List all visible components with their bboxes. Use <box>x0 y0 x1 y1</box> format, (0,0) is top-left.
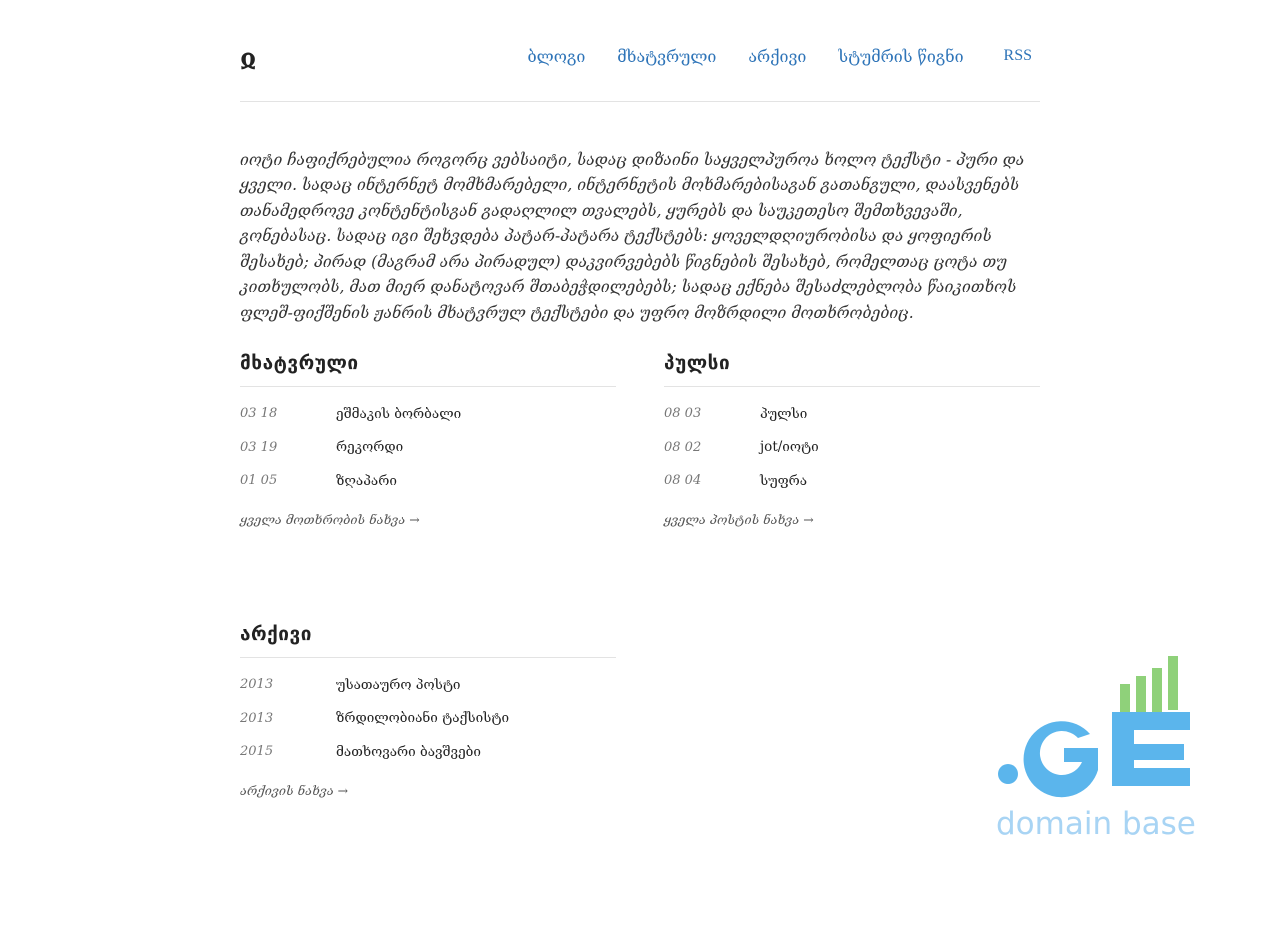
item-link[interactable]: უსათაურო პოსტი <box>336 676 461 693</box>
site-header <box>240 0 1040 102</box>
all-stories-link[interactable]: ყველა მოთხრობის ნახვა → <box>240 511 420 527</box>
item-date: 2013 <box>240 710 274 726</box>
domain-base-text: domain base <box>996 806 1196 842</box>
list-item <box>664 397 1040 431</box>
item-date: 2015 <box>240 744 274 760</box>
intro-text: იოტი ჩაფიქრებულია როგორც ვებსაიტი, სადაც დიზაინი საყველპუროა ხოლო ტექსტი - პური და ყველი. სადაც ინტერნეტ მომხმარებელი, ინტერნეტის მოხმარებისაგან გათანგული, დაასვენებს თანამედროვე კონტენტისგან გადაღლილ თვალებს, ყურებს და საუკეთესო შემთხვევაში, გონებასაც. სადაც იგი შეხვდება პატარ-პატარა ტექსტებს: ყოველდღიურობისა და ყოფიერის შესახებ; პირად (მაგრამ არა პირადულ) დაკვირვებებს წიგნების შესახებ, რომელთაც ცოტა თუ კითხულობს, მათ მიერ დანატოვარ შთაბეჭდილებებს; სადაც ექნება შესაძლებლობა წაიკითხოს ფლეშ-ფიქშენის ჟანრის მხატვრულ ტექსტები და უფრო მოზრდილი მოთხრობებიც. <box>240 150 1025 322</box>
item-link[interactable]: ზრდილობიანი ტაქსისტი <box>336 710 510 727</box>
list-item <box>240 397 616 431</box>
item-date: 03 19 <box>240 439 278 455</box>
item-date: 01 05 <box>240 473 278 489</box>
nav-fiction[interactable]: მხატვრული <box>617 47 717 66</box>
list-item <box>240 464 616 498</box>
list-item <box>240 668 616 702</box>
nav-blog[interactable]: ბლოგი <box>527 47 586 66</box>
list-item <box>664 464 1040 498</box>
section-heading: არქივი <box>240 623 616 658</box>
list-item <box>240 431 616 465</box>
section-heading: მხატვრული <box>240 352 616 387</box>
list-item <box>240 702 616 736</box>
site-logo[interactable]: ჲ <box>240 44 257 74</box>
nav-archive[interactable]: არქივი <box>748 47 807 66</box>
item-date: 08 02 <box>664 439 702 455</box>
item-link[interactable]: პულსი <box>760 405 808 422</box>
nav-guestbook[interactable]: სტუმრის წიგნი <box>838 47 964 66</box>
item-link[interactable]: რეკორდი <box>336 439 404 456</box>
section-fiction <box>240 352 616 527</box>
item-link[interactable]: ზღაპარი <box>336 472 397 489</box>
main-nav <box>495 47 1032 66</box>
list-item <box>240 735 616 769</box>
section-archive <box>240 623 616 798</box>
item-link[interactable]: ეშმაკის ბორბალი <box>336 405 462 422</box>
archive-link[interactable]: არქივის ნახვა → <box>240 782 349 798</box>
section-heading: პულსი <box>664 352 1040 387</box>
section-pulse <box>664 352 1040 527</box>
item-link[interactable]: jot/იოტი <box>760 439 819 456</box>
item-date: 03 18 <box>240 406 278 422</box>
item-date: 2013 <box>240 677 274 693</box>
item-date: 08 03 <box>664 406 702 422</box>
item-date: 08 04 <box>664 473 702 489</box>
all-posts-link[interactable]: ყველა პოსტის ნახვა → <box>664 511 814 527</box>
nav-rss[interactable]: RSS <box>1003 47 1032 64</box>
item-link[interactable]: მათხოვარი ბავშვები <box>336 743 481 760</box>
list-item <box>664 431 1040 465</box>
page-container <box>240 0 1040 798</box>
item-link[interactable]: სუფრა <box>760 472 808 489</box>
